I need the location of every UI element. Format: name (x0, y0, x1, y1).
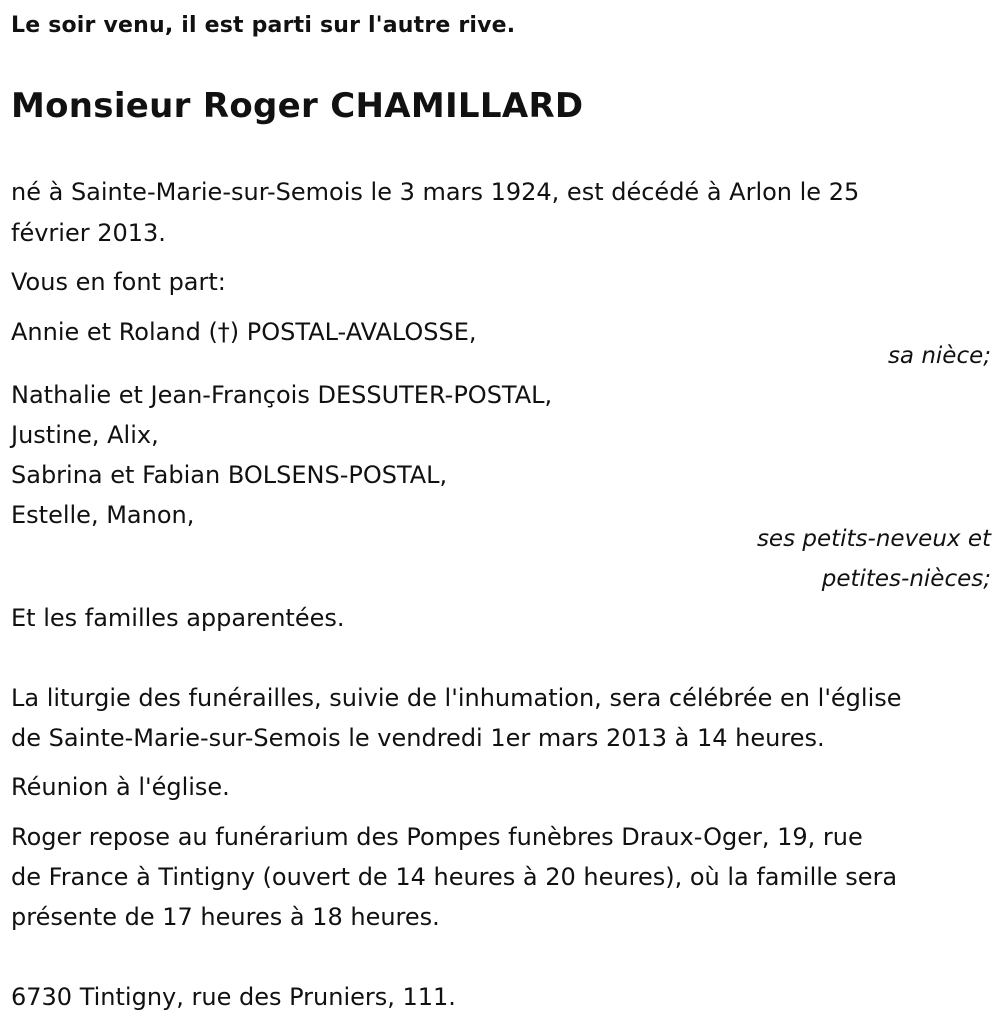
relation-grandnephews-line-1: ses petits-neveux et (756, 526, 991, 552)
family-line-2: Nathalie et Jean-François DESSUTER-POSTAL, (11, 381, 553, 409)
relation-niece: sa nièce; (887, 343, 991, 369)
family-line-1: Annie et Roland (†) POSTAL-AVALOSSE, (11, 318, 477, 346)
notice-headline: Le soir venu, il est parti sur l'autre rive. (11, 13, 516, 38)
announce-text: Vous en font part: (11, 268, 226, 296)
family-line-3: Justine, Alix, (11, 421, 159, 449)
funerarium-line-3: présente de 17 heures à 18 heures. (11, 903, 440, 931)
birth-death-line-2: février 2013. (11, 219, 166, 247)
family-line-5: Estelle, Manon, (11, 501, 195, 529)
deceased-name: Monsieur Roger CHAMILLARD (11, 86, 584, 126)
family-address: 6730 Tintigny, rue des Pruniers, 111. (11, 983, 456, 1011)
relation-grandnephews-line-2: petites-nièces; (821, 566, 991, 592)
funerarium-line-2: de France à Tintigny (ouvert de 14 heures à 20 heures), où la famille sera (11, 863, 898, 891)
meeting-text: Réunion à l'église. (11, 773, 230, 801)
funerarium-line-1: Roger repose au funérarium des Pompes funèbres Draux-Oger, 19, rue (11, 823, 863, 851)
birth-death-line-1: né à Sainte-Marie-sur-Semois le 3 mars 1924, est décédé à Arlon le 25 (11, 178, 860, 206)
family-line-4: Sabrina et Fabian BOLSENS-POSTAL, (11, 461, 448, 489)
liturgy-line-2: de Sainte-Marie-sur-Semois le vendredi 1er mars 2013 à 14 heures. (11, 724, 825, 752)
related-families: Et les familles apparentées. (11, 604, 345, 632)
liturgy-line-1: La liturgie des funérailles, suivie de l'inhumation, sera célébrée en l'église (11, 684, 902, 712)
